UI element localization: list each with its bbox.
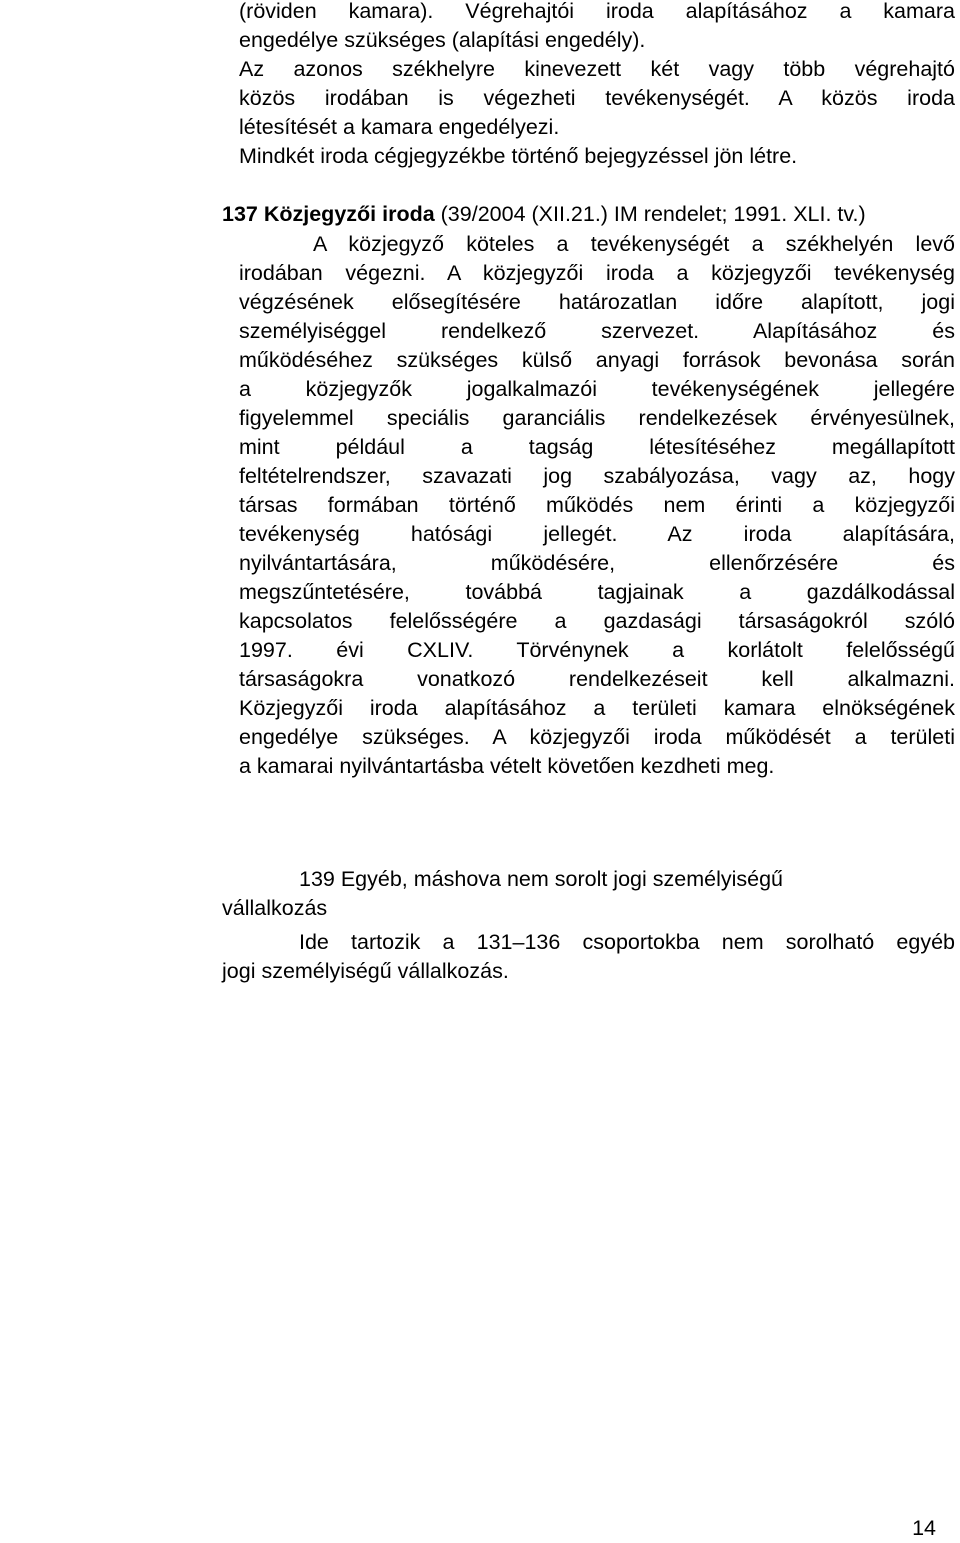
top-line-1: (röviden kamara). Végrehajtói iroda alapításához a kamara xyxy=(239,0,955,23)
section-139-heading-line-1: 139 Egyéb, máshova nem sorolt jogi személyiségű xyxy=(299,867,784,891)
s137-line-18: engedélye szükséges. A közjegyzői iroda működését a területi xyxy=(239,725,955,749)
s137-line-19: a kamarai nyilvántartásba vételt követően kezdheti meg. xyxy=(239,754,775,778)
top-line-3: Az azonos székhelyre kinevezett két vagy több végrehajtó xyxy=(239,57,955,81)
s137-line-7: figyelemmel speciális garanciális rendelkezések érvényesülnek, xyxy=(239,406,955,430)
page-number: 14 xyxy=(912,1516,936,1540)
s137-line-11: tevékenység hatósági jellegét. Az iroda alapítására, xyxy=(239,522,955,546)
section-139-heading-line-2: vállalkozás xyxy=(222,896,328,920)
top-line-4: közös irodában is végezheti tevékenységét. A közös iroda xyxy=(239,86,955,110)
s137-line-4: személyiséggel rendelkező szervezet. Alapításához és xyxy=(239,319,955,343)
s137-line-8: mint például a tagság létesítéséhez megállapított xyxy=(239,435,955,459)
section-137-heading-bold: 137 Közjegyzői iroda xyxy=(222,202,435,226)
s137-line-1: A közjegyző köteles a tevékenységét a székhelyén levő xyxy=(313,232,955,256)
s137-line-13: megszűntetésére, továbbá tagjainak a gazdálkodással xyxy=(239,580,955,604)
s137-line-3: végzésének elősegítésére határozatlan időre alapított, jogi xyxy=(239,290,955,314)
top-line-2: engedélye szükséges (alapítási engedély). xyxy=(239,28,646,52)
s137-line-6: a közjegyzők jogalkalmazói tevékenységének jellegére xyxy=(239,377,955,401)
s137-line-9: feltételrendszer, szavazati jog szabályozása, vagy az, hogy xyxy=(239,464,955,488)
section-137-heading xyxy=(222,200,866,229)
s137-line-10: társas formában történő működés nem érinti a közjegyzői xyxy=(239,493,955,517)
s137-line-14: kapcsolatos felelősségére a gazdasági társaságokról szóló xyxy=(239,609,955,633)
section-139-body-line-1: Ide tartozik a 131–136 csoportokba nem sorolható egyéb xyxy=(299,930,955,954)
s137-line-2: irodában végezni. A közjegyzői iroda a közjegyzői tevékenység xyxy=(239,261,955,285)
s137-line-16: társaságokra vonatkozó rendelkezéseit kell alkalmazni. xyxy=(239,667,955,691)
s137-line-17: Közjegyzői iroda alapításához a területi kamara elnökségének xyxy=(239,696,955,720)
top-line-6: Mindkét iroda cégjegyzékbe történő bejegyzéssel jön létre. xyxy=(239,144,798,168)
s137-line-15: 1997. évi CXLIV. Törvénynek a korlátolt felelősségű xyxy=(239,638,955,662)
section-137-heading-rest: (39/2004 (XII.21.) IM rendelet; 1991. XLI. tv.) xyxy=(434,202,866,226)
s137-line-5: működéséhez szükséges külső anyagi források bevonása során xyxy=(239,348,955,372)
s137-line-12: nyilvántartására, működésére, ellenőrzésére és xyxy=(239,551,955,575)
section-139-body-line-2: jogi személyiségű vállalkozás. xyxy=(222,959,509,983)
top-line-5: létesítését a kamara engedélyezi. xyxy=(239,115,560,139)
